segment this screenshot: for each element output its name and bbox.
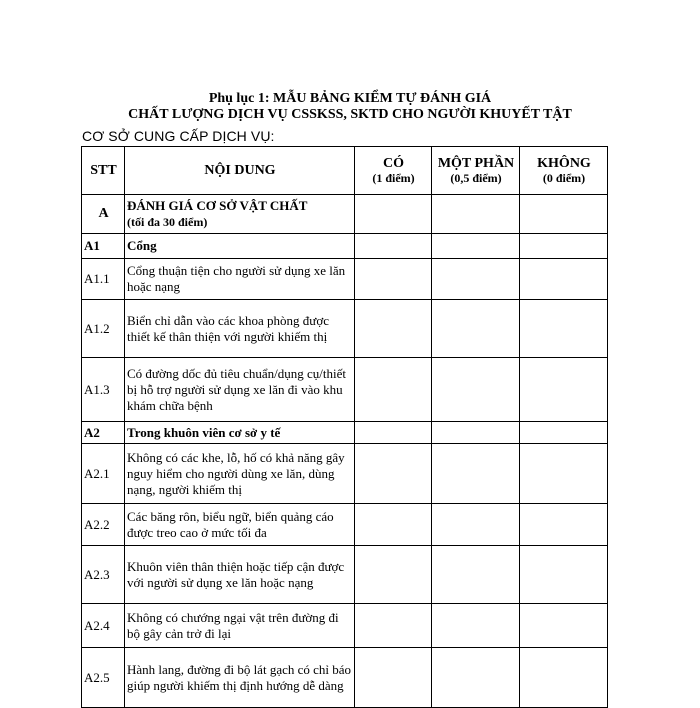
yes-cell[interactable]	[355, 195, 432, 234]
table-row	[82, 422, 608, 444]
column-header-yes-points: (1 điểm)	[372, 170, 415, 185]
column-header-yes-label: CÓ	[383, 155, 404, 171]
document-title-line1: Phụ lục 1: MẪU BẢNG KIỂM TỰ ĐÁNH GIÁ	[208, 91, 492, 106]
row-content: Trong khuôn viên cơ sở y tế	[125, 422, 355, 444]
row-stt: A1	[82, 234, 125, 259]
row-stt: A1.3	[82, 358, 125, 422]
section-subtitle: (tối đa 30 điểm)	[127, 215, 208, 229]
section-title: ĐÁNH GIÁ CƠ SỞ VẬT CHẤT	[127, 198, 308, 213]
partial-cell[interactable]	[432, 195, 520, 234]
row-stt: A	[82, 195, 125, 234]
yes-cell[interactable]	[355, 300, 432, 358]
table-row	[82, 259, 608, 300]
table-row	[82, 504, 608, 546]
no-cell[interactable]	[520, 259, 608, 300]
row-content: Không có chướng ngại vật trên đường đi bộ gây cản trở đi lại	[125, 604, 355, 648]
row-stt: A1.2	[82, 300, 125, 358]
row-stt: A1.1	[82, 259, 125, 300]
partial-cell[interactable]	[432, 358, 520, 422]
checklist-table	[81, 146, 608, 708]
column-header-no-label: KHÔNG	[537, 155, 591, 171]
row-content: Các băng rôn, biểu ngữ, biển quảng cáo được treo cao ở mức tối đa	[125, 504, 355, 546]
no-cell[interactable]	[520, 195, 608, 234]
yes-cell[interactable]	[355, 444, 432, 504]
row-stt: A2.5	[82, 648, 125, 708]
yes-cell[interactable]	[355, 648, 432, 708]
yes-cell[interactable]	[355, 358, 432, 422]
column-header-partial-points: (0,5 điểm)	[450, 170, 502, 185]
partial-cell[interactable]	[432, 259, 520, 300]
column-header-content: NỘI DUNG	[125, 147, 355, 195]
column-header-partial-label: MỘT PHẦN	[437, 155, 515, 171]
yes-cell[interactable]	[355, 422, 432, 444]
row-stt: A2	[82, 422, 125, 444]
table-row	[82, 444, 608, 504]
table-row	[82, 648, 608, 708]
yes-cell[interactable]	[355, 259, 432, 300]
table-row	[82, 604, 608, 648]
facility-label: CƠ SỞ CUNG CẤP DỊCH VỤ:	[82, 128, 275, 144]
partial-cell[interactable]	[432, 648, 520, 708]
row-content: Cổng thuận tiện cho người sử dụng xe lăn hoặc nạng	[125, 259, 355, 300]
row-content: Cổng	[125, 234, 355, 259]
row-content: Hành lang, đường đi bộ lát gạch có chỉ báo giúp người khiếm thị định hướng dễ dàng	[125, 648, 355, 708]
row-content: Không có các khe, lỗ, hố có khả năng gây nguy hiểm cho người dùng xe lăn, dùng nạng, người khiếm thị	[125, 444, 355, 504]
no-cell[interactable]	[520, 546, 608, 604]
partial-cell[interactable]	[432, 300, 520, 358]
no-cell[interactable]	[520, 422, 608, 444]
row-content: Biển chỉ dẫn vào các khoa phòng được thiết kế thân thiện với người khiếm thị	[125, 300, 355, 358]
row-stt: A2.2	[82, 504, 125, 546]
no-cell[interactable]	[520, 648, 608, 708]
row-content	[125, 195, 355, 234]
table-row	[82, 195, 608, 234]
partial-cell[interactable]	[432, 234, 520, 259]
yes-cell[interactable]	[355, 604, 432, 648]
no-cell[interactable]	[520, 300, 608, 358]
column-header-partial	[432, 147, 520, 195]
document-title-line2: CHẤT LƯỢNG DỊCH VỤ CSSKSS, SKTD CHO NGƯỜI KHUYẾT TẬT	[128, 107, 572, 122]
column-header-no	[520, 147, 608, 195]
partial-cell[interactable]	[432, 444, 520, 504]
no-cell[interactable]	[520, 234, 608, 259]
yes-cell[interactable]	[355, 234, 432, 259]
no-cell[interactable]	[520, 358, 608, 422]
partial-cell[interactable]	[432, 604, 520, 648]
column-header-no-points: (0 điểm)	[542, 170, 586, 185]
yes-cell[interactable]	[355, 504, 432, 546]
table-header-row	[82, 147, 608, 195]
partial-cell[interactable]	[432, 422, 520, 444]
row-stt: A2.4	[82, 604, 125, 648]
partial-cell[interactable]	[432, 546, 520, 604]
row-stt: A2.3	[82, 546, 125, 604]
row-content: Khuôn viên thân thiện hoặc tiếp cận được với người sử dụng xe lăn hoặc nạng	[125, 546, 355, 604]
table-row	[82, 300, 608, 358]
column-header-stt: STT	[82, 147, 125, 195]
no-cell[interactable]	[520, 444, 608, 504]
table-row	[82, 358, 608, 422]
yes-cell[interactable]	[355, 546, 432, 604]
table-row	[82, 234, 608, 259]
no-cell[interactable]	[520, 504, 608, 546]
table-row	[82, 546, 608, 604]
no-cell[interactable]	[520, 604, 608, 648]
partial-cell[interactable]	[432, 504, 520, 546]
row-stt: A2.1	[82, 444, 125, 504]
row-content: Có đường dốc đủ tiêu chuẩn/dụng cụ/thiết bị hỗ trợ người sử dụng xe lăn đi vào khu khám chữa bệnh	[125, 358, 355, 422]
column-header-yes	[355, 147, 432, 195]
